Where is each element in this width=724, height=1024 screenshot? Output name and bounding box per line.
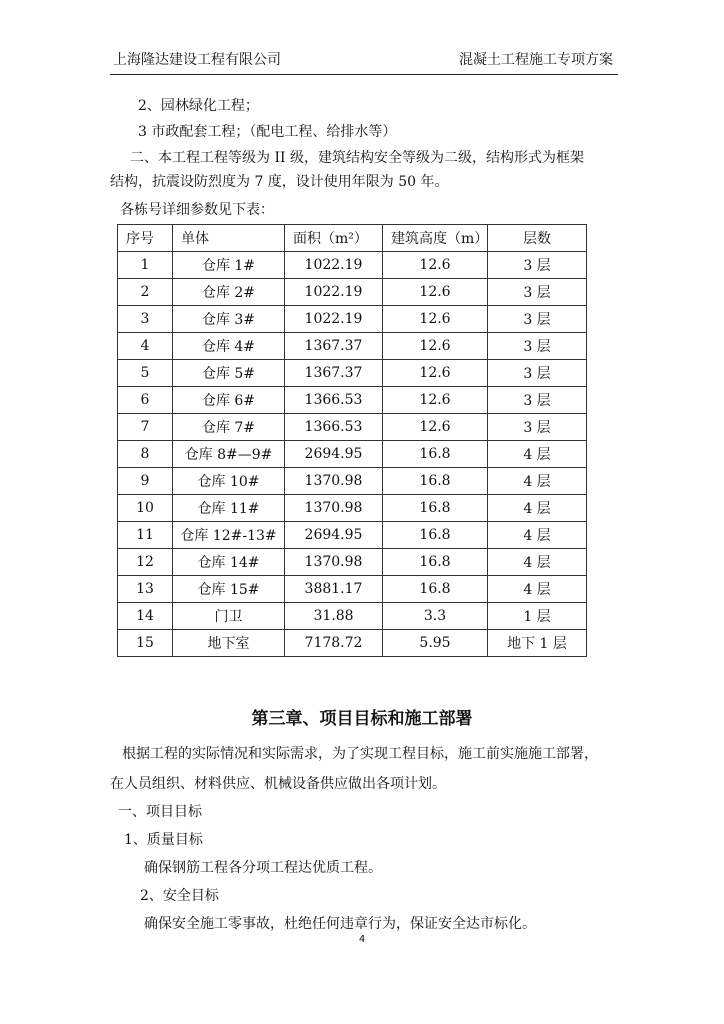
col-header-area: 面积（m²）: [285, 225, 383, 252]
cell-unit: 仓库 8#—9#: [173, 441, 285, 468]
cell-height: 12.6: [383, 252, 488, 279]
cell-index: 12: [118, 549, 173, 576]
table-row: [118, 414, 587, 441]
cell-height: 12.6: [383, 333, 488, 360]
cell-area: 1370.98: [285, 468, 383, 495]
cell-floors: 3 层: [488, 387, 587, 414]
cell-area: 1367.37: [285, 333, 383, 360]
cell-unit: 仓库 10#: [173, 468, 285, 495]
cell-floors: 4 层: [488, 576, 587, 603]
cell-height: 12.6: [383, 279, 488, 306]
cell-area: 1366.53: [285, 414, 383, 441]
cell-floors: 3 层: [488, 252, 587, 279]
cell-floors: 4 层: [488, 468, 587, 495]
cell-index: 5: [118, 360, 173, 387]
cell-height: 16.8: [383, 495, 488, 522]
cell-index: 14: [118, 603, 173, 630]
chapter-para-1: 根据工程的实际情况和实际需求，为了实现工程目标，施工前实施施工部署，: [122, 746, 598, 762]
cell-area: 31.88: [285, 603, 383, 630]
cell-unit: 仓库 2#: [173, 279, 285, 306]
table-row: [118, 522, 587, 549]
cell-height: 16.8: [383, 441, 488, 468]
table-row: [118, 387, 587, 414]
cell-unit: 仓库 14#: [173, 549, 285, 576]
table-row: [118, 333, 587, 360]
cell-floors: 3 层: [488, 360, 587, 387]
page-number: 4: [358, 934, 366, 945]
parameters-table: [117, 224, 587, 657]
cell-floors: 1 层: [488, 603, 587, 630]
intro-line-2: 3 市政配套工程；（配电工程、给排水等）: [138, 124, 397, 140]
table-header-row: [118, 225, 587, 252]
cell-index: 1: [118, 252, 173, 279]
table-row: [118, 495, 587, 522]
cell-floors: 4 层: [488, 522, 587, 549]
cell-index: 11: [118, 522, 173, 549]
cell-unit: 仓库 12#-13#: [173, 522, 285, 549]
cell-height: 16.8: [383, 576, 488, 603]
cell-index: 8: [118, 441, 173, 468]
subheading-quality: 1、质量目标: [124, 832, 203, 848]
cell-floors: 4 层: [488, 441, 587, 468]
cell-height: 12.6: [383, 414, 488, 441]
table-row: [118, 441, 587, 468]
cell-unit: 地下室: [173, 630, 285, 657]
intro-line-4: 结构，抗震设防烈度为 7 度，设计使用年限为 50 年。: [110, 174, 449, 190]
cell-index: 2: [118, 279, 173, 306]
cell-area: 1366.53: [285, 387, 383, 414]
cell-area: 2694.95: [285, 522, 383, 549]
cell-index: 6: [118, 387, 173, 414]
cell-area: 1370.98: [285, 549, 383, 576]
intro-line-3: 二、本工程工程等级为 II 级，建筑结构安全等级为二级，结构形式为框架: [130, 150, 584, 166]
cell-height: 5.95: [383, 630, 488, 657]
cell-height: 12.6: [383, 360, 488, 387]
safety-text: 确保安全施工零事故，杜绝任何违章行为，保证安全达市标化。: [144, 916, 536, 932]
table-row: [118, 306, 587, 333]
section-heading-goals: 一、项目目标: [118, 804, 202, 820]
cell-floors: 地下 1 层: [488, 630, 587, 657]
subheading-safety: 2、安全目标: [140, 888, 219, 904]
cell-index: 7: [118, 414, 173, 441]
intro-line-1: 2、园林绿化工程；: [138, 98, 259, 114]
cell-unit: 仓库 11#: [173, 495, 285, 522]
cell-unit: 仓库 7#: [173, 414, 285, 441]
chapter-para-2: 在人员组织、材料供应、机械设备供应做出各项计划。: [110, 776, 446, 792]
cell-unit: 仓库 1#: [173, 252, 285, 279]
table-row: [118, 252, 587, 279]
cell-area: 1022.19: [285, 279, 383, 306]
table-row: [118, 549, 587, 576]
table-caption: 各栋号详细参数见下表：: [120, 202, 274, 218]
cell-height: 16.8: [383, 522, 488, 549]
table-row: [118, 576, 587, 603]
cell-height: 12.6: [383, 387, 488, 414]
cell-unit: 仓库 3#: [173, 306, 285, 333]
col-header-height: 建筑高度（m）: [383, 225, 488, 252]
table-row: [118, 360, 587, 387]
cell-area: 7178.72: [285, 630, 383, 657]
cell-index: 15: [118, 630, 173, 657]
col-header-index: 序号: [118, 225, 173, 252]
cell-unit: 仓库 6#: [173, 387, 285, 414]
cell-height: 16.8: [383, 468, 488, 495]
cell-index: 3: [118, 306, 173, 333]
cell-index: 9: [118, 468, 173, 495]
cell-floors: 3 层: [488, 279, 587, 306]
cell-area: 1367.37: [285, 360, 383, 387]
cell-height: 12.6: [383, 306, 488, 333]
cell-area: 3881.17: [285, 576, 383, 603]
cell-index: 13: [118, 576, 173, 603]
document-title: 混凝土工程施工专项方案: [459, 52, 613, 68]
cell-floors: 3 层: [488, 414, 587, 441]
cell-floors: 3 层: [488, 306, 587, 333]
cell-floors: 4 层: [488, 549, 587, 576]
cell-area: 1022.19: [285, 252, 383, 279]
cell-area: 2694.95: [285, 441, 383, 468]
table-row: [118, 630, 587, 657]
cell-unit: 仓库 15#: [173, 576, 285, 603]
cell-unit: 门卫: [173, 603, 285, 630]
page-header: [113, 44, 613, 74]
cell-height: 16.8: [383, 549, 488, 576]
table-row: [118, 279, 587, 306]
table-row: [118, 603, 587, 630]
table-body: [118, 252, 587, 657]
cell-height: 3.3: [383, 603, 488, 630]
table-row: [118, 468, 587, 495]
cell-floors: 4 层: [488, 495, 587, 522]
cell-index: 4: [118, 333, 173, 360]
cell-area: 1022.19: [285, 306, 383, 333]
col-header-unit: 单体: [173, 225, 285, 252]
chapter-title: 第三章、项目目标和施工部署: [251, 709, 473, 729]
quality-text: 确保钢筋工程各分项工程达优质工程。: [144, 860, 382, 876]
cell-unit: 仓库 5#: [173, 360, 285, 387]
col-header-floors: 层数: [488, 225, 587, 252]
cell-area: 1370.98: [285, 495, 383, 522]
company-name: 上海隆达建设工程有限公司: [113, 52, 281, 68]
cell-index: 10: [118, 495, 173, 522]
cell-unit: 仓库 4#: [173, 333, 285, 360]
header-divider: [110, 74, 618, 75]
cell-floors: 3 层: [488, 333, 587, 360]
